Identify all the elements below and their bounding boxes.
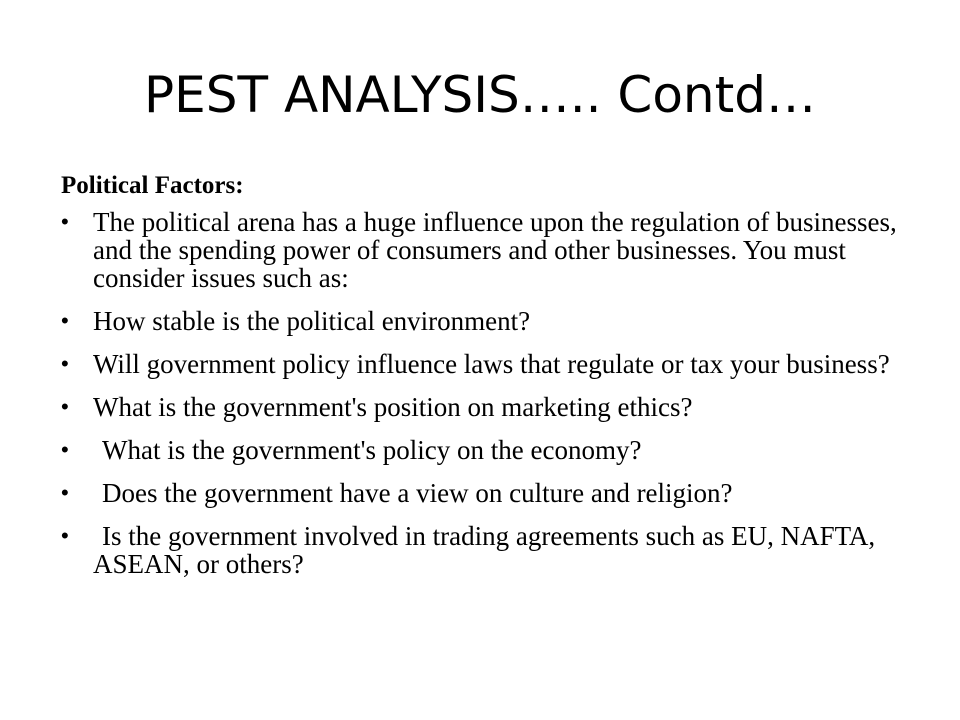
bullet-icon: • bbox=[61, 523, 69, 548]
slide-body bbox=[61, 168, 911, 593]
bullet-icon: • bbox=[61, 394, 69, 419]
bullet-text: Does the government have a view on culture and religion? bbox=[102, 478, 733, 508]
bullet-text: What is the government's position on marketing ethics? bbox=[93, 392, 693, 422]
slide-title: PEST ANALYSIS….. Contd… bbox=[144, 66, 816, 124]
bullet-icon: • bbox=[61, 437, 69, 462]
bullet-text: The political arena has a huge influence upon the regulation of businesses, and the spending power of consumers and other businesses. You must consider issues such as: bbox=[93, 207, 897, 293]
section-heading: Political Factors: bbox=[61, 172, 244, 199]
bullet-item bbox=[61, 436, 911, 464]
bullet-text: Is the government involved in trading agreements such as EU, NAFTA, ASEAN, or others? bbox=[93, 521, 876, 579]
bullet-text: How stable is the political environment? bbox=[93, 306, 531, 336]
bullet-text: What is the government's policy on the economy? bbox=[102, 435, 642, 465]
bullet-icon: • bbox=[61, 351, 69, 376]
bullet-icon: • bbox=[61, 308, 69, 333]
bullet-list bbox=[61, 208, 911, 578]
bullet-item bbox=[61, 350, 911, 378]
bullet-icon: • bbox=[61, 209, 69, 234]
bullet-item bbox=[61, 208, 911, 292]
bullet-icon: • bbox=[61, 480, 69, 505]
bullet-item bbox=[61, 522, 911, 578]
bullet-text: Will government policy influence laws that regulate or tax your business? bbox=[93, 349, 890, 379]
bullet-item bbox=[61, 479, 911, 507]
bullet-item bbox=[61, 307, 911, 335]
bullet-item bbox=[61, 393, 911, 421]
